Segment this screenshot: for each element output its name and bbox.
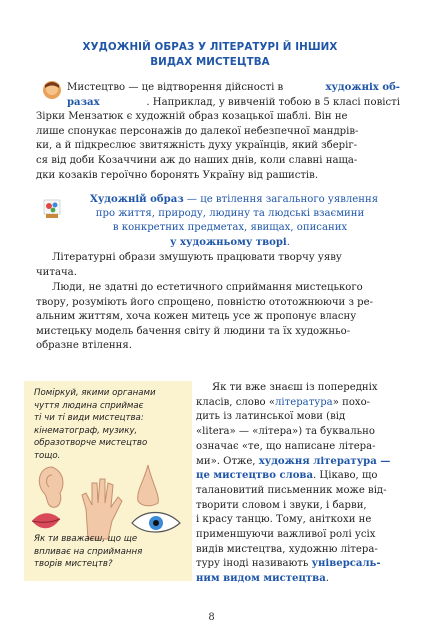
body-text: туру іноді називають bbox=[196, 558, 312, 570]
body-text: Люди, не здатні до естетичного сприймання мистецького bbox=[52, 282, 363, 293]
intro-text: . Наприклад, у вивченій тобою в 5 класі повісті bbox=[146, 96, 400, 108]
question-line: образотворче мистецтво bbox=[34, 438, 148, 449]
body-text: і красу танцю. Тому, аніткохи не bbox=[196, 514, 372, 526]
body-text: альним життям, хоча кожен митець усе ж пропонує власну bbox=[36, 311, 357, 323]
paragraph-perception bbox=[36, 281, 400, 354]
question-line: творів мистецтв? bbox=[34, 559, 113, 570]
body-text: читача. bbox=[36, 266, 77, 278]
heading-line-1: ХУДОЖНІЙ ОБРАЗ У ЛІТЕРАТУРІ Й ІНШИХ bbox=[82, 41, 338, 53]
reflection-box bbox=[24, 381, 192, 581]
intro-text: ся від доби Козаччини аж до наших днів, коли славні наща- bbox=[36, 154, 358, 166]
body-text: видів мистецтва, художню літера- bbox=[196, 543, 378, 555]
body-text: образне втілення. bbox=[36, 340, 132, 352]
hand-icon bbox=[82, 479, 122, 539]
nose-icon bbox=[138, 465, 159, 506]
thinking-face-icon bbox=[42, 80, 62, 100]
question-line: чуття людина сприймає bbox=[34, 400, 144, 411]
term-highlight: ним видом мистецтва bbox=[196, 573, 326, 585]
term-highlight: художня література — bbox=[258, 455, 391, 467]
intro-paragraph-cont bbox=[67, 96, 400, 111]
intro-paragraph bbox=[67, 81, 400, 96]
body-text: ми». Отже, bbox=[196, 455, 259, 467]
body-text: . Цікаво, що bbox=[313, 470, 378, 482]
definition-text: — це втілення загального уявлення bbox=[183, 194, 379, 205]
definition-term-2: у художньому творі bbox=[170, 236, 287, 248]
definition-text: в конкретних предметах, явищах, описаних bbox=[112, 222, 348, 234]
question-line: тощо. bbox=[34, 450, 61, 461]
body-text: Літературні образи змушують працювати творчу уяву bbox=[52, 252, 342, 263]
heading-line-2: ВИДАХ МИСТЕЦТВА bbox=[150, 56, 270, 68]
question-line: Як ти вважаєш, що ще bbox=[34, 534, 138, 544]
question-line: ті чи ті види мистецтва: bbox=[34, 413, 144, 424]
definition-term: Художній образ bbox=[90, 194, 184, 205]
body-text: дить із латинської мови (від bbox=[196, 411, 346, 423]
question-2 bbox=[34, 533, 142, 571]
intro-text: ки, а й підкреслює звитяжність духу українців, який зберіг- bbox=[36, 140, 358, 152]
body-text: Як ти вже знаєш із попередніх bbox=[212, 382, 378, 393]
body-text: применшуючи важливої ролі усіх bbox=[196, 529, 376, 541]
term-highlight: разах bbox=[67, 96, 100, 108]
body-text: творити словом і звуки, і барви, bbox=[196, 499, 367, 511]
art-palette-icon bbox=[41, 198, 63, 220]
right-column-text bbox=[196, 381, 400, 587]
question-line: Поміркуй, якими органами bbox=[34, 388, 156, 398]
term-highlight: універсаль- bbox=[311, 558, 381, 570]
eye-icon bbox=[132, 513, 180, 533]
body-text: талановитий письменник може від- bbox=[196, 484, 387, 496]
term-highlight: художніх об- bbox=[325, 82, 400, 93]
definition-text: про життя, природу, людину та людські взаємини bbox=[95, 208, 365, 220]
intro-paragraph-body bbox=[36, 110, 400, 183]
page-number: 8 bbox=[208, 612, 215, 623]
senses-illustration bbox=[30, 461, 188, 541]
term-literature: література bbox=[275, 396, 333, 408]
ear-icon bbox=[39, 467, 63, 507]
intro-text: Зірки Мензатюк є художній образ козацької шаблі. Він не bbox=[36, 111, 348, 123]
lips-icon bbox=[32, 513, 60, 528]
definition-block bbox=[90, 193, 379, 250]
body-text: твору, розуміють його спрощено, повністю ототожнюючи з ре- bbox=[36, 296, 374, 308]
body-text: . bbox=[325, 573, 329, 585]
body-text: класів, слово « bbox=[196, 396, 276, 408]
section-heading bbox=[60, 40, 360, 70]
body-text: «litera» — «літера») та буквально bbox=[196, 426, 375, 438]
intro-text: лише спонукає персонажів до далекої небезпечної мандрів- bbox=[36, 125, 359, 137]
body-text: означає «те, що написане літера- bbox=[196, 440, 376, 452]
question-1 bbox=[34, 387, 156, 463]
body-text: » похо- bbox=[332, 396, 371, 408]
definition-text: . bbox=[286, 236, 290, 248]
intro-text: Мистецтво — це відтворення дійсності в bbox=[67, 82, 287, 93]
term-highlight: це мистецтво слова bbox=[196, 470, 313, 482]
question-line: кінематограф, музику, bbox=[34, 425, 138, 436]
body-text: мистецьку модель бачення світу й людини та їх художньо- bbox=[36, 325, 351, 337]
question-line: впливає на сприймання bbox=[34, 546, 143, 557]
intro-text: дки козаків героїчно боронять Україну від рашистів. bbox=[36, 169, 319, 181]
paragraph-imagination bbox=[36, 251, 400, 280]
